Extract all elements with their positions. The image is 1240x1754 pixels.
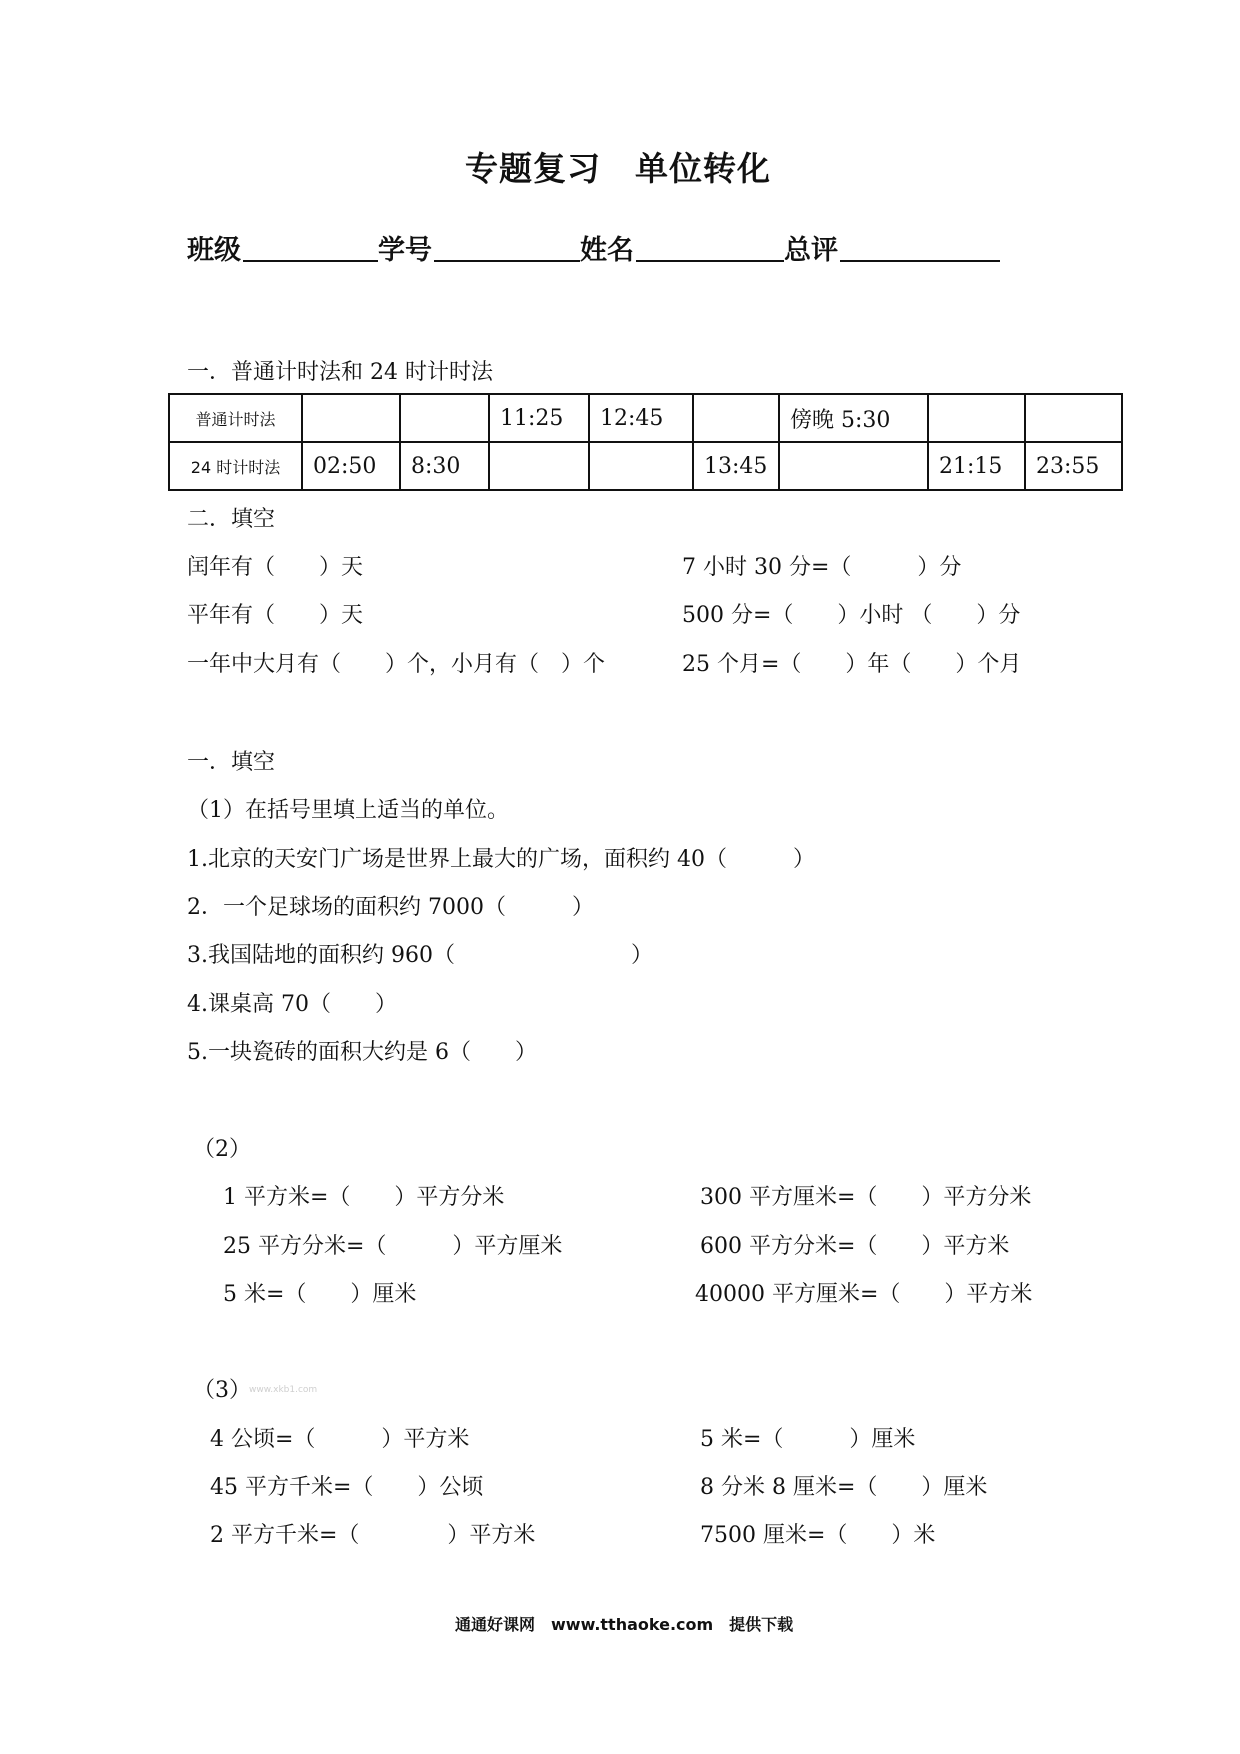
- table-cell: 13:45: [693, 442, 779, 490]
- fill-item[interactable]: 25 个月=（ ）年（ ）个月: [682, 652, 1022, 677]
- fill-item[interactable]: 25 平方分米=（ ）平方厘米: [223, 1234, 563, 1259]
- score-blank[interactable]: [840, 260, 1000, 262]
- table-cell[interactable]: [1025, 394, 1122, 442]
- class-blank[interactable]: [243, 260, 378, 262]
- fill-item[interactable]: 闰年有（ ）天: [187, 555, 364, 580]
- sub3-label: （3）: [193, 1378, 251, 1403]
- fill-item[interactable]: 一年中大月有（ ）个，小月有（ ）个: [187, 652, 606, 677]
- section2-heading: 二．填空: [187, 507, 276, 532]
- table-cell[interactable]: [779, 442, 928, 490]
- fill-item[interactable]: 4.课桌高 70（ ）: [187, 992, 397, 1017]
- table-cell: 8:30: [400, 442, 489, 490]
- fill-item[interactable]: 1.北京的天安门广场是世界上最大的广场，面积约 40（ ）: [187, 847, 815, 872]
- table-cell: 23:55: [1025, 442, 1122, 490]
- fill-item[interactable]: 3.我国陆地的面积约 960（ ）: [187, 943, 653, 968]
- table-cell: 11:25: [489, 394, 589, 442]
- name-label: 姓名: [580, 235, 634, 266]
- table-cell[interactable]: [589, 442, 693, 490]
- table-cell[interactable]: [693, 394, 779, 442]
- student-number-blank[interactable]: [434, 260, 580, 262]
- fill-item[interactable]: 2．一个足球场的面积约 7000（ ）: [187, 895, 594, 920]
- fill-item[interactable]: 7500 厘米=（ ）米: [700, 1523, 936, 1548]
- sub1-label: （1）在括号里填上适当的单位。: [187, 798, 509, 823]
- watermark: www.xkb1.com: [249, 1385, 318, 1395]
- table-cell: 12:45: [589, 394, 693, 442]
- footer-credit: 通通好课网 www.tthaoke.com 提供下载: [455, 1615, 794, 1634]
- fill-item[interactable]: 600 平方分米=（ ）平方米: [700, 1234, 1010, 1259]
- table-cell[interactable]: [400, 394, 489, 442]
- row-label-24h: 24 时计时法: [169, 442, 302, 490]
- score-label: 总评: [784, 235, 838, 266]
- table-cell[interactable]: [928, 394, 1025, 442]
- section3-heading: 一．填空: [187, 750, 276, 775]
- time-conversion-table: [168, 393, 1123, 491]
- fill-item[interactable]: 40000 平方厘米=（ ）平方米: [695, 1282, 1033, 1307]
- fill-item[interactable]: 8 分米 8 厘米=（ ）厘米: [700, 1475, 988, 1500]
- class-label: 班级: [187, 235, 241, 266]
- fill-item[interactable]: 5 米=（ ）厘米: [700, 1427, 916, 1452]
- fill-item[interactable]: 500 分=（ ）小时 （ ）分: [682, 603, 1021, 628]
- fill-item[interactable]: 2 平方千米=（ ）平方米: [210, 1523, 536, 1548]
- fill-item[interactable]: 1 平方米=（ ）平方分米: [223, 1185, 505, 1210]
- name-blank[interactable]: [636, 260, 784, 262]
- table-row-12h: [169, 394, 1122, 442]
- table-cell: 傍晚 5:30: [779, 394, 928, 442]
- table-row-24h: [169, 442, 1122, 490]
- row-label-12h: 普通计时法: [169, 394, 302, 442]
- sub2-label: （2）: [193, 1137, 251, 1162]
- fill-item[interactable]: 4 公顷=（ ）平方米: [210, 1427, 470, 1452]
- table-cell[interactable]: [302, 394, 400, 442]
- fill-item[interactable]: 平年有（ ）天: [187, 603, 364, 628]
- fill-item[interactable]: 45 平方千米=（ ）公顷: [210, 1475, 484, 1500]
- fill-item[interactable]: 5 米=（ ）厘米: [223, 1282, 417, 1307]
- table-cell: 21:15: [928, 442, 1025, 490]
- fill-item[interactable]: 300 平方厘米=（ ）平方分米: [700, 1185, 1032, 1210]
- page-title: 专题复习 单位转化: [465, 149, 771, 188]
- table-cell[interactable]: [489, 442, 589, 490]
- table-cell: 02:50: [302, 442, 400, 490]
- fill-item[interactable]: 7 小时 30 分=（ ）分: [682, 555, 962, 580]
- fill-item[interactable]: 5.一块瓷砖的面积大约是 6（ ）: [187, 1040, 537, 1065]
- section1-heading: 一．普通计时法和 24 时计时法: [187, 360, 493, 385]
- student-number-label: 学号: [378, 235, 432, 266]
